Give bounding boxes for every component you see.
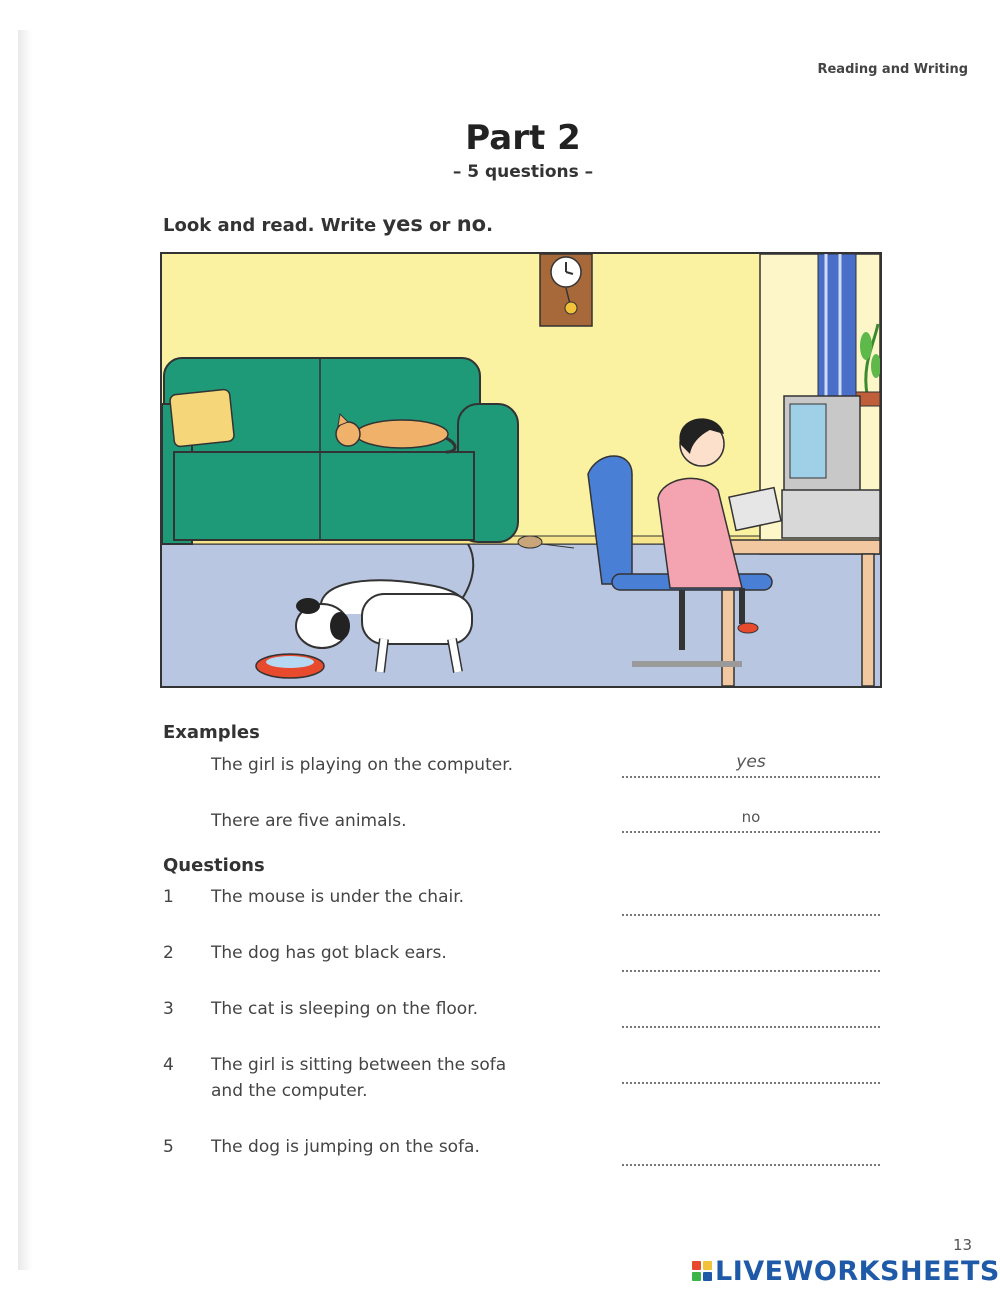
window-blind xyxy=(818,254,856,404)
question-2-text xyxy=(211,940,571,966)
instruction-end: . xyxy=(486,215,493,236)
question-1-answer-input[interactable] xyxy=(622,914,880,916)
liveworksheets-logo xyxy=(692,1256,1000,1287)
question-4-line1: The girl is sitting between the sofa xyxy=(211,1055,507,1075)
question-4-answer-input[interactable] xyxy=(622,1082,880,1084)
page-subtitle: – 5 questions – xyxy=(452,162,594,182)
question-4-line2: and the computer. xyxy=(211,1081,368,1101)
example-1-answer: yes xyxy=(736,752,766,772)
dog-bowl-icon xyxy=(256,654,324,678)
example-1-text: The girl is playing on the computer. xyxy=(211,755,514,775)
question-1-number: 1 xyxy=(163,887,174,907)
questions-label: Questions xyxy=(163,855,265,876)
question-5-answer-input[interactable] xyxy=(622,1164,880,1166)
question-2-number: 2 xyxy=(163,943,174,963)
question-5-line1: The dog is jumping on the sofa. xyxy=(211,1137,480,1157)
question-2-answer-input[interactable] xyxy=(622,970,880,972)
wall-clock-icon xyxy=(540,254,592,326)
instruction xyxy=(163,212,493,236)
example-1-answer-line xyxy=(622,776,880,778)
section-header: Reading and Writing xyxy=(817,62,968,77)
question-5-number: 5 xyxy=(163,1137,174,1157)
instruction-or: or xyxy=(429,215,451,236)
example-2-text: There are five animals. xyxy=(211,811,407,831)
page-edge-shadow xyxy=(18,30,32,1270)
instruction-lead: Look and read. Write xyxy=(163,215,377,236)
page-number: 13 xyxy=(953,1236,973,1254)
page-title: Part 2 xyxy=(465,118,581,158)
instruction-yes: yes xyxy=(382,212,423,236)
question-3-line1: The cat is sleeping on the floor. xyxy=(211,999,479,1019)
brand-text: LIVEWORKSHEETS xyxy=(715,1256,1000,1287)
question-3-text xyxy=(211,996,571,1022)
question-3-answer-input[interactable] xyxy=(622,1026,880,1028)
cushion xyxy=(169,389,234,447)
question-2-line1: The dog has got black ears. xyxy=(211,943,447,963)
sofa xyxy=(162,358,518,544)
question-1-text xyxy=(211,884,571,910)
question-1-line1: The mouse is under the chair. xyxy=(211,887,465,907)
living-room-illustration xyxy=(160,252,882,688)
liveworksheets-logo-icon xyxy=(692,1261,712,1281)
example-2-answer: no xyxy=(741,808,761,826)
question-4-text xyxy=(211,1052,571,1104)
example-2-answer-line xyxy=(622,831,880,833)
instruction-no: no xyxy=(456,212,487,236)
examples-label: Examples xyxy=(163,722,260,743)
question-5-text xyxy=(211,1134,571,1160)
question-3-number: 3 xyxy=(163,999,174,1019)
question-4-number: 4 xyxy=(163,1055,174,1075)
